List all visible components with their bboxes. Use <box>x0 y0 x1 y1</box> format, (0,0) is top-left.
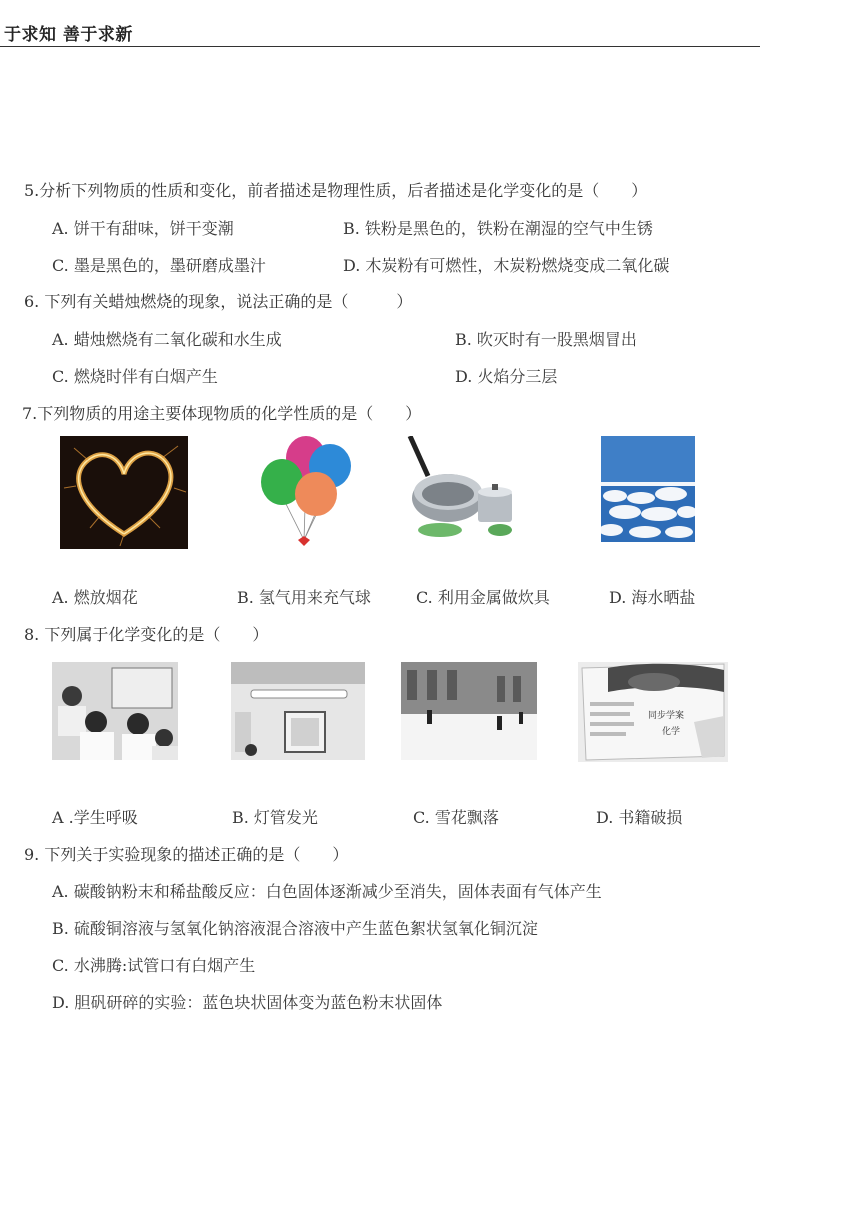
question-5-stem: 5.分析下列物质的性质和变化，前者描述是物理性质，后者描述是化学变化的是（ ） <box>24 181 648 200</box>
question-9-option-c: C. 水沸腾:试管口有白烟产生 <box>52 956 256 975</box>
question-6-option-a: A. 蜡烛燃烧有二氧化碳和水生成 <box>52 330 282 349</box>
fireworks-image <box>60 436 188 549</box>
question-5-option-d: D. 木炭粉有可燃性，木炭粉燃烧变成二氧化碳 <box>343 256 670 275</box>
cookware-image <box>400 436 518 542</box>
question-8-option-b: B. 灯管发光 <box>232 808 318 827</box>
damaged-book-image <box>578 662 728 762</box>
question-6-option-c: C. 燃烧时伴有白烟产生 <box>52 367 218 386</box>
snowfall-image <box>401 662 537 760</box>
question-5-option-c: C. 墨是黑色的，墨研磨成墨汁 <box>52 256 266 275</box>
question-7-option-a: A. 燃放烟花 <box>52 588 138 607</box>
question-5-option-a: A. 饼干有甜味，饼干变潮 <box>52 219 234 238</box>
question-7-stem: 7.下列物质的用途主要体现物质的化学性质的是（ ） <box>22 404 422 423</box>
students-breathing-image <box>52 662 178 760</box>
question-7-option-b: B. 氢气用来充气球 <box>237 588 371 607</box>
balloons-image <box>260 436 352 550</box>
question-6-option-d: D. 火焰分三层 <box>455 367 558 386</box>
sea-salt-image <box>601 436 695 542</box>
question-9-option-a: A. 碳酸钠粉末和稀盐酸反应：白色固体逐渐减少至消失，固体表面有气体产生 <box>52 882 602 901</box>
question-8-stem: 8. 下列属于化学变化的是（ ） <box>24 625 269 644</box>
question-5-option-b: B. 铁粉是黑色的，铁粉在潮湿的空气中生锈 <box>343 219 653 238</box>
book-cover-series-text: 同步学案 <box>648 711 685 721</box>
question-8-option-a: A .学生呼吸 <box>52 808 138 827</box>
question-9-stem: 9. 下列关于实验现象的描述正确的是（ ） <box>24 845 349 864</box>
page-header <box>0 18 760 47</box>
question-9-option-b: B. 硫酸铜溶液与氢氧化钠溶液混合溶液中产生蓝色絮状氢氧化铜沉淀 <box>52 919 538 938</box>
header-motto: 于求知 善于求新 <box>4 25 133 45</box>
book-cover-subject-text: 化学 <box>662 727 681 737</box>
question-6-option-b: B. 吹灭时有一股黑烟冒出 <box>455 330 637 349</box>
question-9-option-d: D. 胆矾研碎的实验：蓝色块状固体变为蓝色粉末状固体 <box>52 993 443 1012</box>
question-7-option-c: C. 利用金属做炊具 <box>416 588 550 607</box>
question-6-stem: 6. 下列有关蜡烛燃烧的现象，说法正确的是（ ） <box>24 292 413 311</box>
question-8-option-d: D. 书籍破损 <box>596 808 683 827</box>
question-8-option-c: C. 雪花飘落 <box>413 808 499 827</box>
question-7-option-d: D. 海水晒盐 <box>609 588 696 607</box>
fluorescent-lamp-image <box>231 662 365 760</box>
